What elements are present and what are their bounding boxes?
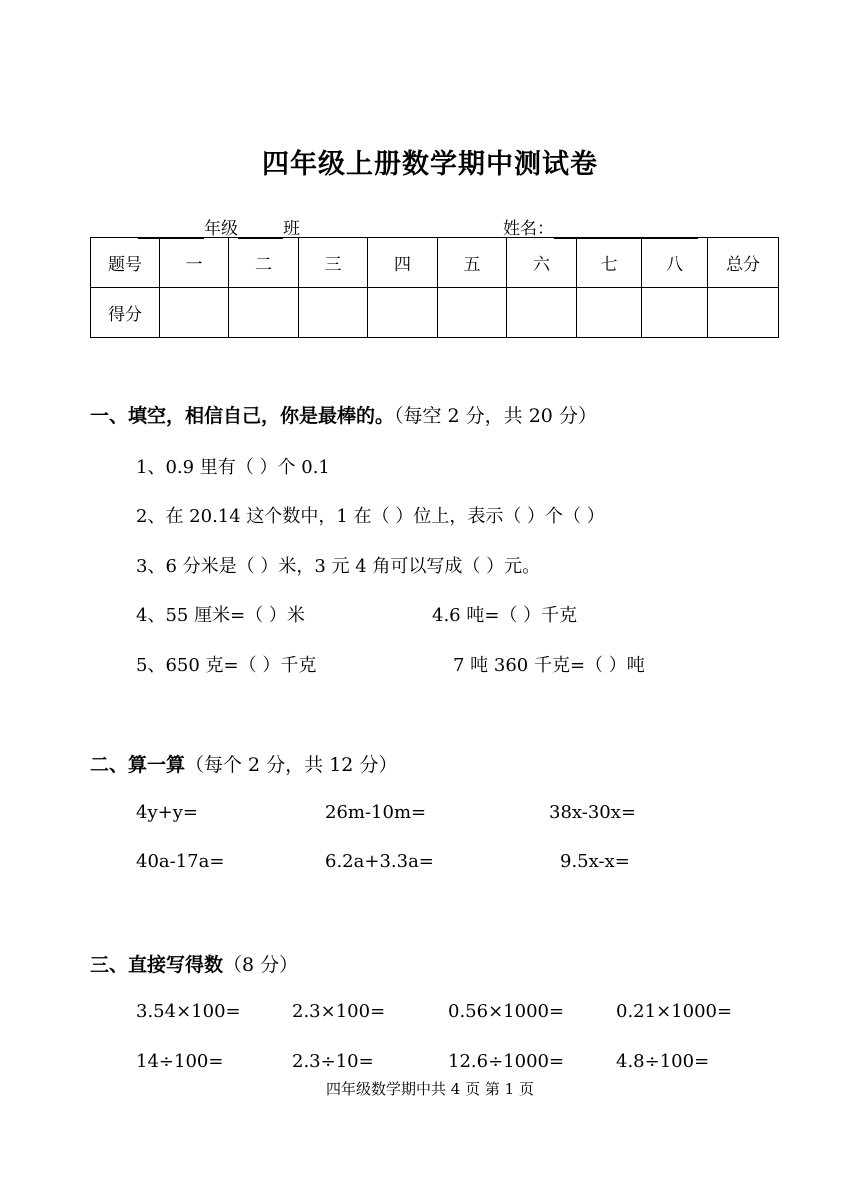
direct-item: 3.54×100= — [136, 1001, 241, 1022]
section1-note: （每空 2 分，共 20 分） — [394, 405, 597, 427]
direct-item: 14÷100= — [136, 1051, 224, 1072]
section3-heading — [90, 950, 298, 977]
question-1-3: 3、6 分米是（ ）米，3 元 4 角可以写成（ ）元。 — [136, 556, 541, 577]
direct-item: 2.3×100= — [292, 1001, 386, 1022]
score-cell[interactable] — [160, 288, 229, 338]
score-header-cell: 题号 — [91, 238, 160, 288]
question-1-5a: 5、650 克=（ ）千克 — [136, 655, 317, 676]
score-cell[interactable] — [708, 288, 779, 338]
score-table — [90, 237, 779, 338]
page-title: 四年级上册数学期中测试卷 — [262, 149, 598, 180]
calc-item: 26m-10m= — [325, 802, 427, 823]
calc-item: 4y+y= — [136, 802, 198, 823]
direct-item: 4.8÷100= — [616, 1051, 710, 1072]
score-cell[interactable] — [642, 288, 708, 338]
question-1-2: 2、在 20.14 这个数中，1 在（ ）位上，表示（ ）个（ ） — [136, 506, 605, 527]
name-line — [503, 214, 698, 239]
grade-label: 年级 — [204, 219, 238, 239]
score-cell[interactable] — [368, 288, 438, 338]
question-1-1: 1、0.9 里有（ ）个 0.1 — [136, 457, 330, 478]
score-header-cell: 三 — [299, 238, 368, 288]
score-header-cell: 五 — [438, 238, 507, 288]
direct-item: 0.56×1000= — [448, 1001, 565, 1022]
score-table-header-row — [91, 238, 779, 288]
class-label: 班 — [283, 219, 300, 239]
score-cell[interactable] — [299, 288, 368, 338]
section1-title: 一、填空，相信自己，你是最棒的。 — [90, 405, 395, 427]
calc-item: 38x-30x= — [549, 802, 636, 823]
section2-note: （每个 2 分，共 12 分） — [185, 754, 398, 776]
score-cell[interactable] — [229, 288, 299, 338]
score-header-cell: 总分 — [708, 238, 779, 288]
score-header-cell: 八 — [642, 238, 708, 288]
direct-item: 0.21×1000= — [616, 1001, 733, 1022]
direct-item: 2.3÷10= — [292, 1051, 374, 1072]
section2-heading — [90, 750, 397, 777]
direct-item: 12.6÷1000= — [448, 1051, 565, 1072]
grade-class-line — [138, 214, 300, 239]
page-footer: 四年级数学期中共 4 页 第 1 页 — [326, 1080, 534, 1098]
calc-item: 6.2a+3.3a= — [325, 851, 434, 872]
score-row-label: 得分 — [91, 288, 160, 338]
score-header-cell: 二 — [229, 238, 299, 288]
score-header-cell: 七 — [577, 238, 642, 288]
score-header-cell: 一 — [160, 238, 229, 288]
score-table-score-row — [91, 288, 779, 338]
section1-heading — [90, 401, 597, 428]
name-label: 姓名： — [503, 219, 554, 239]
score-cell[interactable] — [577, 288, 642, 338]
score-cell[interactable] — [507, 288, 577, 338]
calc-item: 40a-17a= — [136, 851, 225, 872]
question-1-4a: 4、55 厘米=（ ）米 — [136, 605, 305, 626]
score-header-cell: 六 — [507, 238, 577, 288]
question-1-4b: 4.6 吨=（ ）千克 — [432, 605, 578, 626]
section3-title: 三、直接写得数 — [90, 954, 224, 976]
score-cell[interactable] — [438, 288, 507, 338]
section3-note: （8 分） — [223, 954, 299, 976]
section2-title: 二、算一算 — [90, 754, 186, 776]
calc-item: 9.5x-x= — [560, 851, 630, 872]
score-header-cell: 四 — [368, 238, 438, 288]
question-1-5b: 7 吨 360 千克=（ ）吨 — [453, 655, 645, 676]
